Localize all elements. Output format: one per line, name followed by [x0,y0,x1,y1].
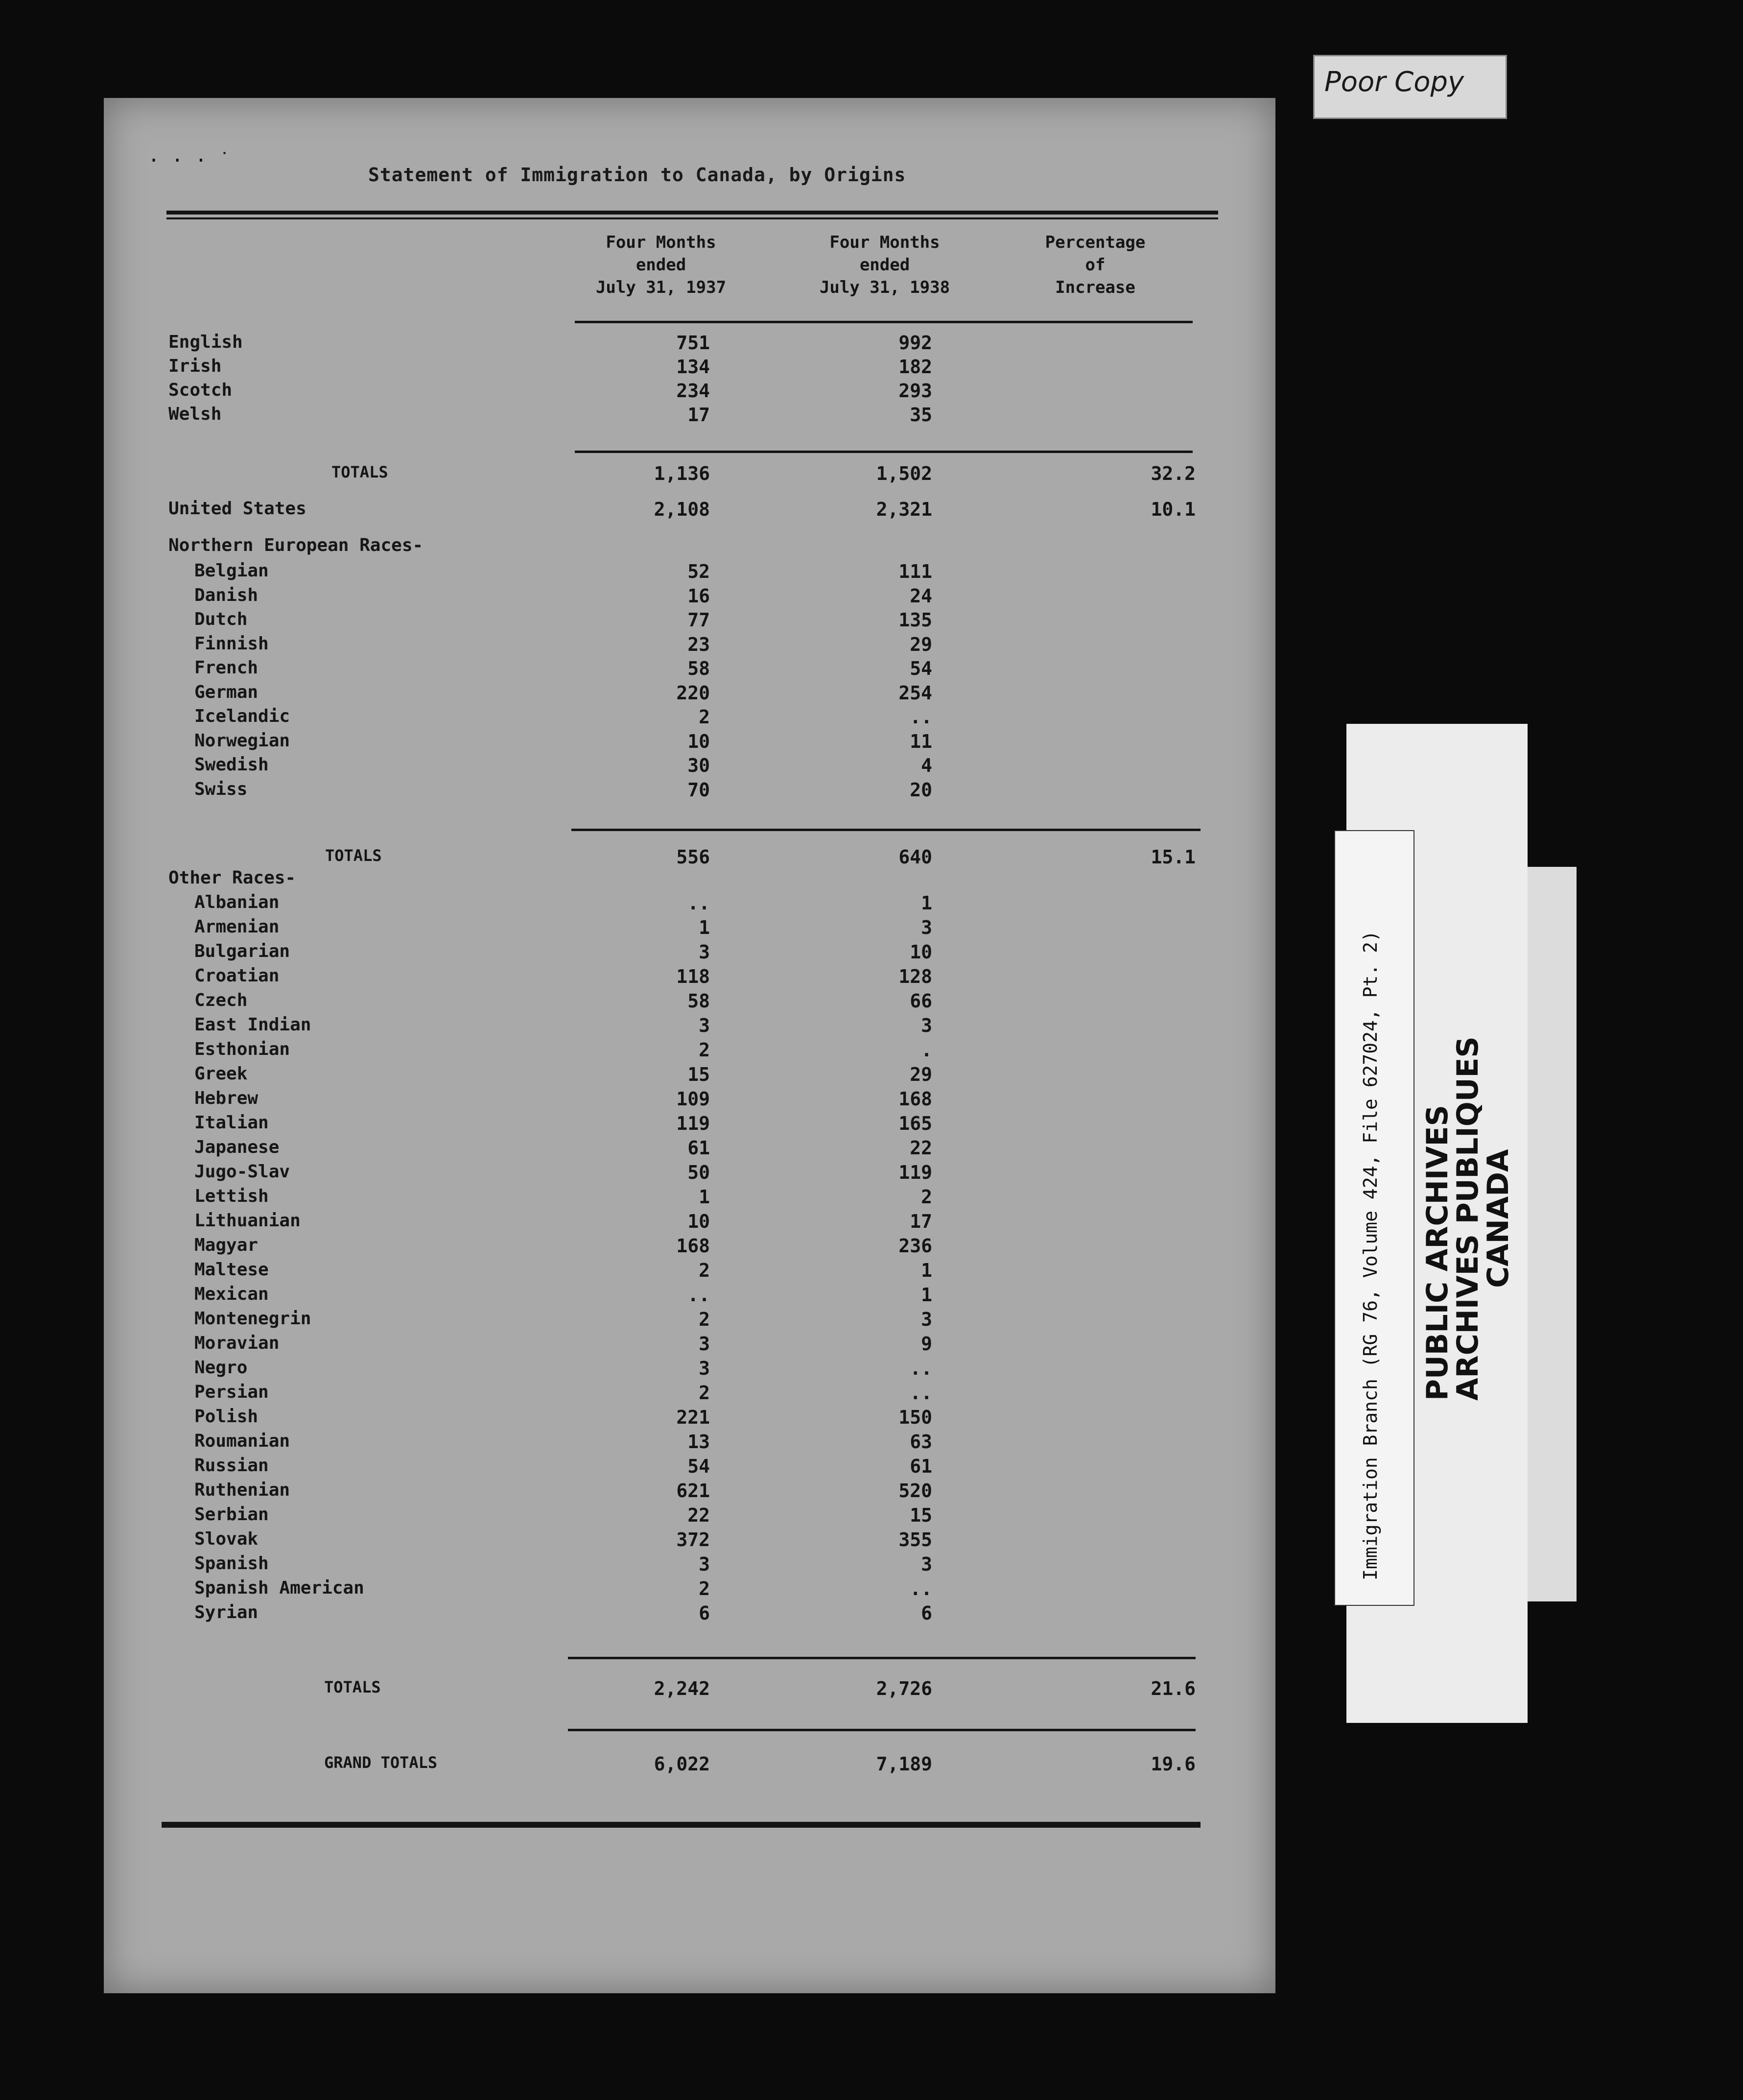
value-1937: 3 [699,1358,710,1379]
value-1938: 61 [910,1456,932,1477]
value-1938: 150 [898,1407,932,1428]
column-header-increase: Percentage of Increase [1045,233,1146,297]
table-rule [568,1657,1196,1659]
value-1938: 29 [910,1064,932,1085]
row-label: Lithuanian [194,1211,301,1231]
total-1938: 2,726 [876,1678,932,1699]
row-label: Russian [194,1456,269,1476]
value-1938: 11 [910,730,932,752]
row-label: Dutch [194,609,248,629]
row-label: East Indian [194,1015,311,1035]
archive-reference: Immigration Branch (RG 76, Volume 424, File 627024, Pt. 2) [1360,931,1381,1580]
value-1937: 15 [687,1064,710,1085]
total-1938: 1,502 [876,463,932,484]
value-1938: 3 [921,1553,932,1575]
value-1938: 3 [921,917,932,938]
value-1938: .. [910,1358,932,1379]
total-increase: 32.2 [1151,463,1196,484]
value-1937: 54 [687,1456,710,1477]
value-1937: 58 [687,990,710,1012]
row-label: Danish [194,585,259,605]
value-1937: .. [687,1284,710,1306]
row-label: German [194,682,259,702]
value-1937: 52 [687,561,710,582]
value-1937: 234 [676,380,710,402]
row-label: Spanish [194,1553,269,1574]
value-1938: 111 [898,561,932,582]
value-1938: 236 [898,1235,932,1257]
value-1938: 2 [921,1186,932,1208]
row-label: Japanese [194,1137,280,1157]
value-1937: 3 [699,1553,710,1575]
value-1937: 621 [676,1480,710,1502]
row-label: Montenegrin [194,1309,311,1329]
row-label: French [194,658,259,678]
value-1938: 520 [898,1480,932,1502]
row-label: English [168,332,243,352]
value-1938: 1 [921,1260,932,1281]
row-label: Magyar [194,1235,259,1255]
value-1938: 119 [898,1162,932,1183]
row-label: Welsh [168,404,222,424]
value-1938: 4 [921,755,932,776]
row-label: Polish [194,1407,259,1427]
totals-label: GRAND TOTALS [324,1753,438,1772]
totals-label: TOTALS [324,1678,381,1696]
column-header-1938: Four Months ended July 31, 1938 [819,233,950,297]
row-label: Persian [194,1382,269,1402]
row-label: Norwegian [194,730,290,751]
value-1938: 24 [910,585,932,607]
row-label: Italian [194,1113,269,1133]
value-1937: 2 [699,1382,710,1404]
value-1937: 2 [699,1039,710,1061]
value-increase: 10.1 [1151,499,1196,520]
total-1938: 7,189 [876,1753,932,1775]
row-label: Irish [168,356,222,376]
totals-label: TOTALS [331,463,388,481]
total-increase: 19.6 [1151,1753,1196,1775]
row-label: Slovak [194,1529,259,1549]
row-label: Spanish American [194,1578,364,1598]
row-label: Esthonian [194,1039,290,1059]
row-label: Moravian [194,1333,280,1353]
value-1938: 29 [910,633,932,655]
value-1938: 992 [898,332,932,354]
row-label: Syrian [194,1602,259,1623]
value-1937: 58 [687,658,710,679]
value-1937: 3 [699,1333,710,1355]
row-label: Croatian [194,966,280,986]
value-1937: 1 [699,1186,710,1208]
value-1937: 10 [687,1211,710,1232]
value-1937: 2,108 [654,499,710,520]
value-1938: 10 [910,941,932,963]
value-1937: 30 [687,755,710,776]
row-label: Serbian [194,1504,269,1525]
value-1938: .. [910,1578,932,1599]
value-1938: 3 [921,1309,932,1330]
top-double-rule [166,211,1218,215]
value-1938: 135 [898,609,932,631]
value-1938: .. [910,706,932,728]
row-label: Ruthenian [194,1480,290,1500]
value-1937: 751 [676,332,710,354]
value-1937: .. [687,892,710,914]
value-1938: 3 [921,1015,932,1036]
value-1937: 2 [699,706,710,728]
value-1938: 9 [921,1333,932,1355]
value-1938: 182 [898,356,932,378]
row-label: Negro [194,1358,248,1378]
row-label: Czech [194,990,248,1010]
value-1937: 372 [676,1529,710,1551]
value-1937: 119 [676,1113,710,1134]
value-1938: 128 [898,966,932,987]
value-1938: 165 [898,1113,932,1134]
total-1937: 1,136 [654,463,710,484]
value-1937: 118 [676,966,710,987]
archive-name-line1: PUBLIC ARCHIVES [1420,1105,1455,1401]
document-title: Statement of Immigration to Canada, by Origins [368,164,906,186]
total-1938: 640 [898,846,932,868]
row-label: Armenian [194,917,280,937]
row-label: Swiss [194,779,248,799]
row-label: Scotch [168,380,233,400]
value-1938: 355 [898,1529,932,1551]
value-1937: 2 [699,1309,710,1330]
total-1937: 2,242 [654,1678,710,1699]
ink-specks: · · · ˙ [148,149,231,172]
value-1937: 23 [687,633,710,655]
total-1937: 556 [676,846,710,868]
value-1938: 168 [898,1088,932,1110]
total-1937: 6,022 [654,1753,710,1775]
value-1937: 3 [699,1015,710,1036]
value-1937: 10 [687,730,710,752]
table-rule [162,1822,1201,1828]
value-1937: 70 [687,779,710,801]
value-1938: . [921,1039,932,1061]
column-header-1937: Four Months ended July 31, 1937 [595,233,727,297]
value-1938: 15 [910,1504,932,1526]
row-label: Swedish [194,755,269,775]
value-1937: 6 [699,1602,710,1624]
poor-copy-stamp [1313,55,1507,119]
total-increase: 15.1 [1151,846,1196,868]
value-1938: 22 [910,1137,932,1159]
value-1937: 17 [687,404,710,426]
row-label: Icelandic [194,706,290,726]
value-1938: 20 [910,779,932,801]
value-1938: 17 [910,1211,932,1232]
total-increase: 21.6 [1151,1678,1196,1699]
value-1938: 293 [898,380,932,402]
value-1937: 134 [676,356,710,378]
row-label: Belgian [194,561,269,581]
value-1937: 3 [699,941,710,963]
archive-label-side [1528,867,1577,1601]
value-1937: 168 [676,1235,710,1257]
section-heading: Other Races- [168,868,296,888]
row-label: United States [168,499,306,519]
table-rule [568,1729,1196,1731]
row-label: Roumanian [194,1431,290,1451]
totals-label: TOTALS [325,846,382,865]
value-1938: .. [910,1382,932,1404]
value-1937: 13 [687,1431,710,1453]
document-page [104,98,1275,1993]
value-1937: 109 [676,1088,710,1110]
value-1938: 6 [921,1602,932,1624]
value-1937: 1 [699,917,710,938]
header-rule [575,321,1193,323]
value-1937: 221 [676,1407,710,1428]
value-1938: 1 [921,892,932,914]
table-rule [571,829,1201,831]
value-1937: 16 [687,585,710,607]
row-label: Maltese [194,1260,269,1280]
value-1938: 54 [910,658,932,679]
archive-reference-strip [1334,830,1414,1606]
archive-name [1422,1036,1513,1401]
row-label: Greek [194,1064,248,1084]
row-label: Hebrew [194,1088,259,1108]
value-1937: 50 [687,1162,710,1183]
row-label: Lettish [194,1186,269,1206]
top-double-rule-thin [166,217,1218,219]
value-1938: 2,321 [876,499,932,520]
value-1937: 2 [699,1578,710,1599]
value-1938: 1 [921,1284,932,1306]
value-1938: 63 [910,1431,932,1453]
archive-name-line2: ARCHIVES PUBLIQUES [1451,1036,1485,1401]
row-label: Albanian [194,892,280,912]
value-1937: 220 [676,682,710,704]
archive-name-line3: CANADA [1481,1149,1515,1288]
value-1938: 254 [898,682,932,704]
row-label: Mexican [194,1284,269,1304]
value-1937: 77 [687,609,710,631]
value-1938: 66 [910,990,932,1012]
value-1937: 22 [687,1504,710,1526]
row-label: Finnish [194,633,269,654]
section-heading: Northern European Races- [168,535,424,555]
poor-copy-text: Poor Copy [1324,66,1464,98]
value-1937: 61 [687,1137,710,1159]
table-rule [575,451,1193,453]
row-label: Bulgarian [194,941,290,961]
value-1937: 2 [699,1260,710,1281]
row-label: Jugo-Slav [194,1162,290,1182]
value-1938: 35 [910,404,932,426]
